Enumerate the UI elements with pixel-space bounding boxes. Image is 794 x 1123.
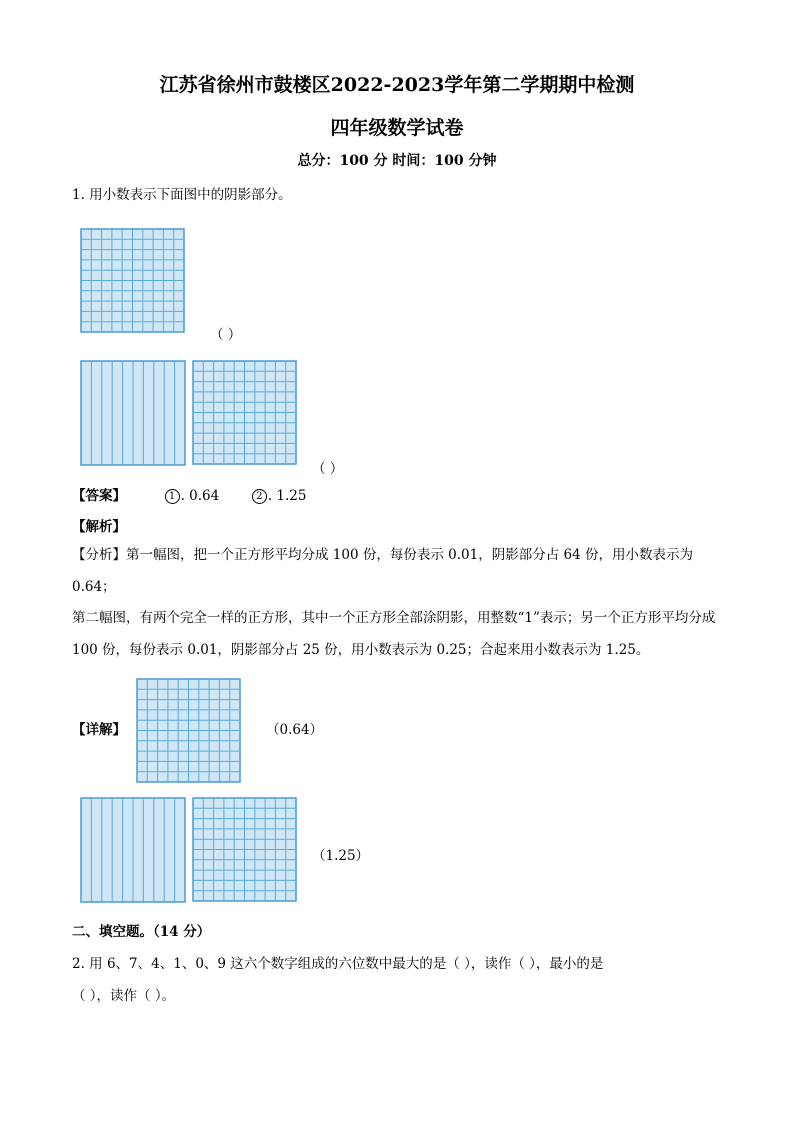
analysis-paragraph-1: 【分析】第一幅图，把一个正方形平均分成 100 份，每份表示 0.01，阴影部分占 64 份，用小数表示为 0.64； <box>72 547 693 595</box>
answer-2-value: . 1.25 <box>267 488 307 504</box>
answer-blank-2: （ ） <box>312 461 344 477</box>
section-2-heading: 二、填空题。（14 分） <box>72 924 211 940</box>
grid-figure-25 <box>192 360 297 465</box>
grid-100-cells <box>193 798 296 901</box>
page-title: 江苏省徐州市鼓楼区2022-2023学年第二学期期中检测 <box>159 74 635 96</box>
question-2-line-2: （ ），读作（ ）。 <box>72 988 176 1004</box>
question-2-line-1: 2. 用 6、7、4、1、0、9 这六个数字组成的六位数中最大的是（ ），读作（ ），最小的是 <box>72 956 604 972</box>
page-subtitle: 四年级数学试卷 <box>330 117 464 139</box>
grid-100-cells <box>193 361 296 464</box>
detail-grid-whole <box>80 797 186 903</box>
analysis-label: 【解析】 <box>72 519 126 535</box>
answer-label: 【答案】 <box>72 488 126 504</box>
question-1-prompt: 1. 用小数表示下面图中的阴影部分。 <box>72 187 292 203</box>
circled-number-2: 2 <box>252 489 267 504</box>
detail-value-1: （0.64） <box>266 722 324 738</box>
answer-blank-1: （ ） <box>210 327 242 343</box>
answer-1-value: . 0.64 <box>180 488 220 504</box>
grid-10-strips <box>81 798 185 902</box>
detail-grid-64 <box>136 678 241 783</box>
grid-figure-whole <box>80 360 186 466</box>
answer-row <box>72 484 307 504</box>
grid-100-cells <box>81 229 184 332</box>
detail-grid-25 <box>192 797 297 902</box>
exam-meta: 总分：100 分 时间：100 分钟 <box>297 153 497 169</box>
detail-value-2: （1.25） <box>312 848 370 864</box>
analysis-paragraph-2: 第二幅图，有两个完全一样的正方形，其中一个正方形全部涂阴影，用整数“1”表示；另一个正方形平均分成 100 份，每份表示 0.01，阴影部分占 25 份，用小数表示为 0.25；合起来用小数表示为 1.25。 <box>72 610 716 658</box>
grid-10-strips <box>81 361 185 465</box>
grid-figure-64 <box>80 228 185 333</box>
detail-label: 【详解】 <box>72 722 126 738</box>
circled-number-1: 1 <box>165 489 180 504</box>
grid-100-cells <box>137 679 240 782</box>
